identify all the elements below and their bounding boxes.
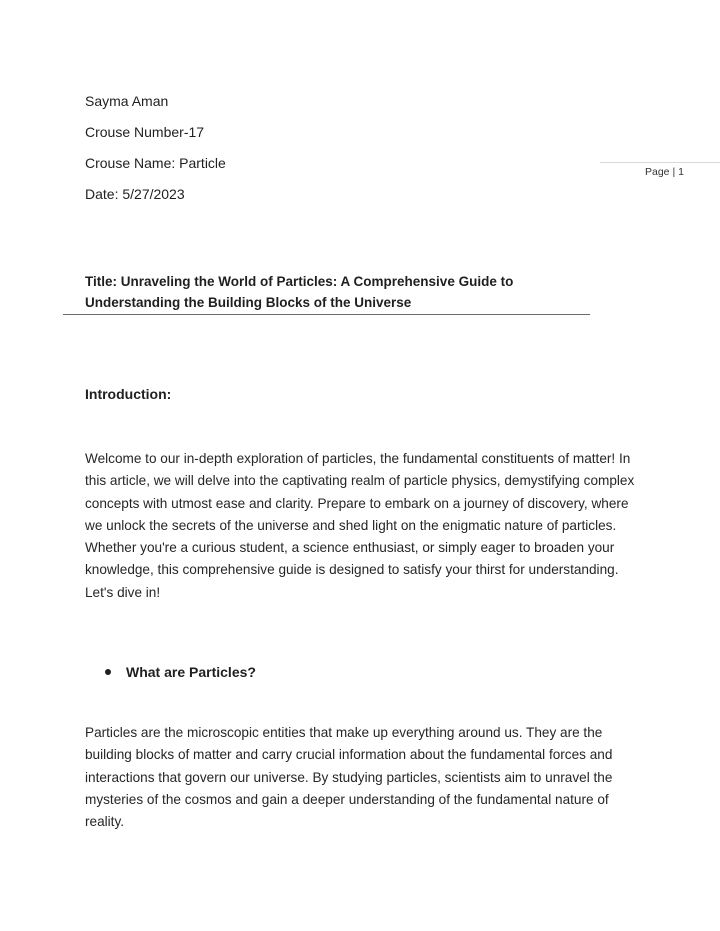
course-name: Crouse Name: Particle (85, 155, 226, 171)
bullet-heading-text: What are Particles? (126, 664, 256, 680)
course-number: Crouse Number-17 (85, 124, 205, 140)
particles-paragraph: Particles are the microscopic entities that make up everything around us. They are the building blocks of matter and carry crucial information about the fundamental forces and interactions that govern our universe. By studying particles, scientists aim to unravel the mysteries of the cosmos and gain a deeper understanding of the fundamental nature of reality. (85, 725, 613, 830)
bullet-heading (105, 664, 256, 680)
title-underline (63, 314, 590, 315)
introduction-heading: Introduction: (85, 386, 172, 402)
document-title (85, 271, 605, 313)
introduction-paragraph: Welcome to our in-depth exploration of particles, the fundamental constituents of matter! In this article, we will delve into the captivating realm of particle physics, demystifying complex concepts with utmost ease and clarity. Prepare to embark on a journey of discovery, where we unlock the secrets of the universe and shed light on the enigmatic nature of particles. Whether you're a curious student, a science enthusiast, or simply eager to broaden your knowledge, this comprehensive guide is designed to satisfy your thirst for understanding. Let's dive in! (85, 451, 635, 600)
bullet-icon (105, 669, 111, 675)
page-header-rule (600, 162, 720, 163)
title-line-2: Understanding the Building Blocks of the Universe (85, 295, 412, 310)
title-line-1: Title: Unraveling the World of Particles: A Comprehensive Guide to (85, 274, 514, 289)
page-number: Page | 1 (645, 166, 684, 178)
author-name: Sayma Aman (85, 93, 169, 109)
header-info (85, 86, 226, 210)
document-date: Date: 5/27/2023 (85, 186, 185, 202)
